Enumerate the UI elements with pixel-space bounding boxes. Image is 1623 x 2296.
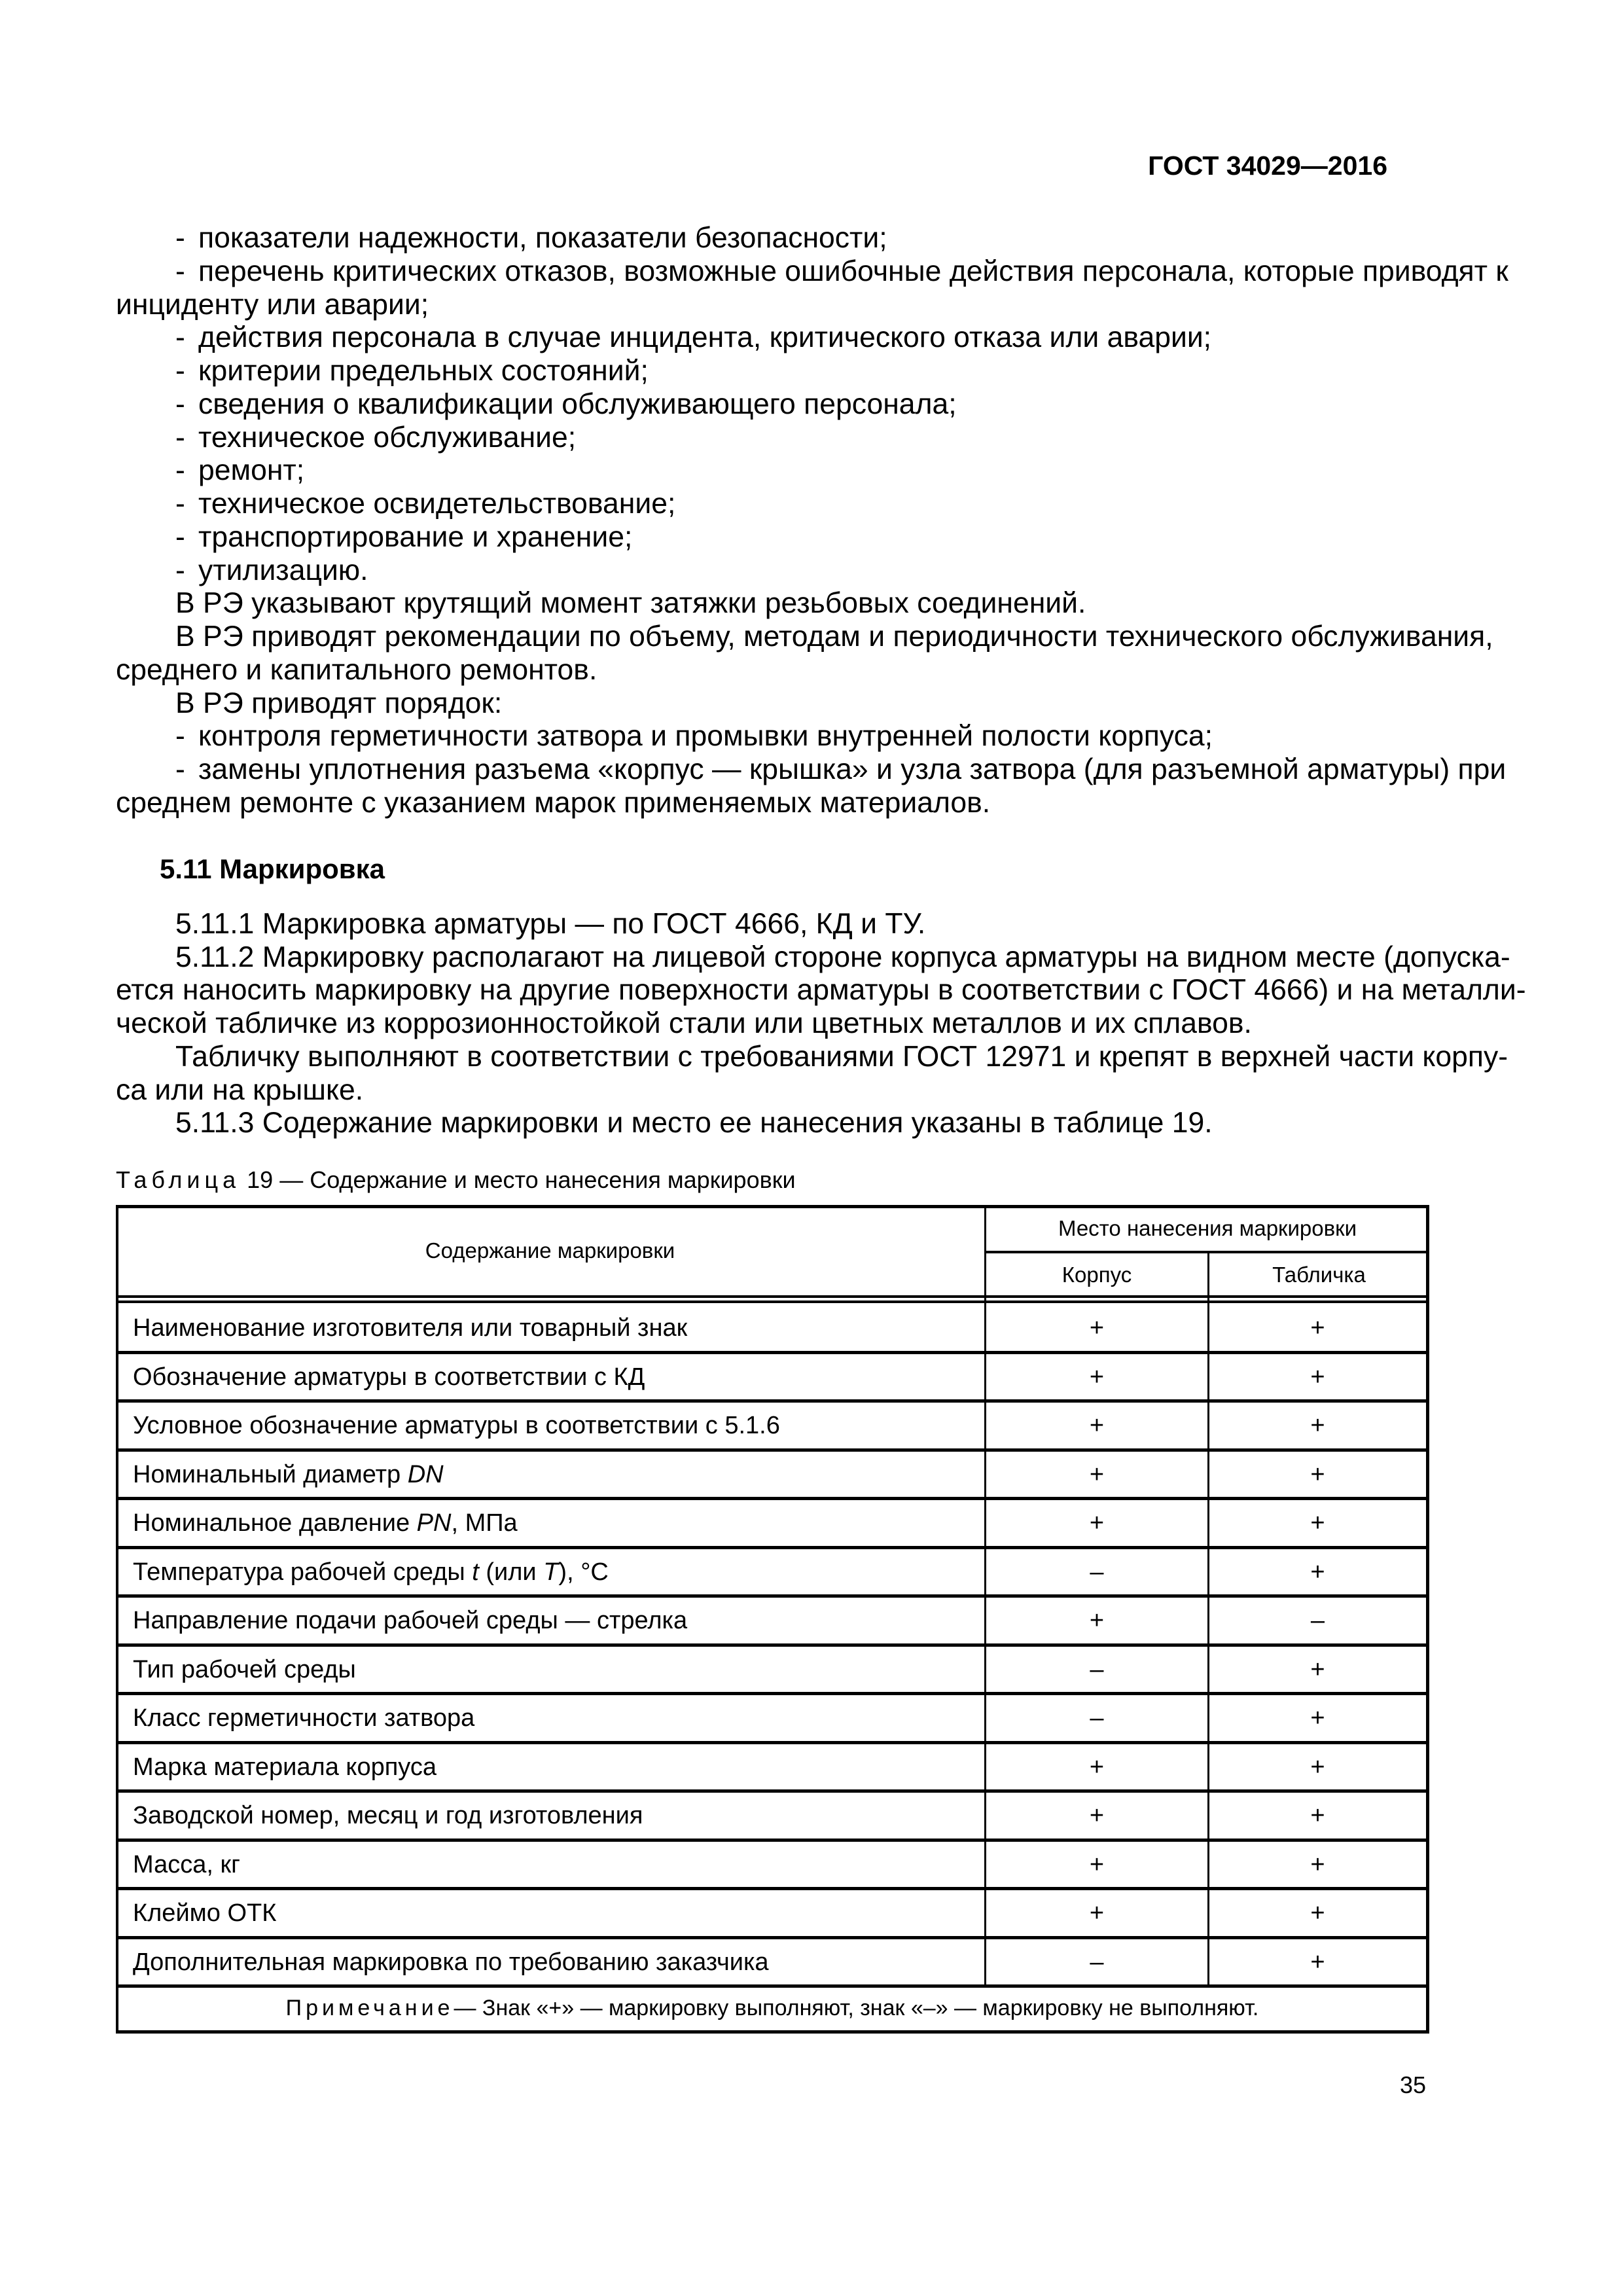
row-plate-mark: + bbox=[1310, 1948, 1325, 1976]
row-plate-mark: + bbox=[1310, 1655, 1325, 1683]
dash-bullet: - bbox=[175, 321, 185, 353]
paragraph-line: 5.11.2 Маркировку располагают на лицевой стороне корпуса арматуры на видном месте (допуска- bbox=[175, 941, 1510, 973]
row-body-mark: + bbox=[1089, 1509, 1105, 1537]
list-item bbox=[175, 255, 1508, 288]
row-content-part: Класс герметичности затвора bbox=[133, 1704, 475, 1732]
row-plate-mark: + bbox=[1310, 1801, 1325, 1829]
row-plate-mark: + bbox=[1310, 1411, 1325, 1439]
list-item-text: критерии предельных состояний; bbox=[198, 355, 649, 387]
header-place-group: Место нанесения маркировки bbox=[1058, 1216, 1357, 1240]
row-content-part: Заводской номер, месяц и год изготовления bbox=[133, 1801, 643, 1829]
row-content-part: Клеймо ОТК bbox=[133, 1899, 277, 1927]
list-item bbox=[175, 753, 1507, 786]
list-item-text: замены уплотнения разъема «корпус — крышка» и узла затвора (для разъемной арматуры) при bbox=[198, 753, 1507, 785]
table-border-right bbox=[1426, 1205, 1429, 2034]
row-body-mark: + bbox=[1089, 1411, 1105, 1439]
row-content bbox=[118, 1498, 984, 1547]
dash-bullet: - bbox=[175, 222, 185, 254]
row-body-mark: + bbox=[1089, 1363, 1105, 1391]
list-item-text: техническое обслуживание; bbox=[198, 422, 577, 454]
header-body: Корпус bbox=[1061, 1263, 1132, 1287]
row-content-part: Номинальное давление bbox=[133, 1509, 417, 1537]
table-caption-title: 19 — Содержание и место нанесения маркировки bbox=[240, 1166, 796, 1193]
row-content-part: ), °С bbox=[558, 1558, 609, 1586]
list-item-text: транспортирование и хранение; bbox=[198, 521, 633, 553]
row-content bbox=[118, 1888, 984, 1937]
paragraph-line: В РЭ приводят рекомендации по объему, методам и периодичности технического обслуживания, bbox=[175, 620, 1493, 653]
row-content-part: Марка материала корпуса bbox=[133, 1753, 437, 1781]
row-content bbox=[118, 1937, 984, 1986]
table-border-bottom bbox=[116, 2030, 1429, 2034]
dash-bullet: - bbox=[175, 753, 185, 785]
row-body-mark: – bbox=[1090, 1704, 1104, 1732]
table-note bbox=[116, 1986, 1429, 2030]
row-plate-mark: + bbox=[1310, 1704, 1325, 1732]
table-caption-label: Таблица bbox=[116, 1166, 241, 1193]
note-label: Примечание bbox=[285, 1996, 454, 2020]
row-plate-mark: + bbox=[1310, 1509, 1325, 1537]
list-item-text: действия персонала в случае инцидента, критического отказа или аварии; bbox=[198, 321, 1212, 353]
row-content bbox=[118, 1352, 984, 1401]
dash-bullet: - bbox=[175, 255, 185, 287]
list-item bbox=[175, 488, 1429, 520]
row-body-mark: + bbox=[1089, 1801, 1105, 1829]
dash-bullet: - bbox=[175, 720, 185, 752]
list-item bbox=[175, 321, 1429, 354]
section-heading: 5.11 Маркировка bbox=[160, 853, 385, 884]
row-body-mark: – bbox=[1090, 1948, 1104, 1976]
list-item bbox=[175, 454, 1429, 487]
paragraph-line: 5.11.3 Содержание маркировки и место ее нанесения указаны в таблице 19. bbox=[175, 1107, 1213, 1139]
row-content-part: Номинальный диаметр bbox=[133, 1460, 408, 1488]
row-plate-mark: + bbox=[1310, 1753, 1325, 1781]
header-plate: Табличка bbox=[1272, 1263, 1366, 1287]
row-plate-mark: – bbox=[1310, 1606, 1325, 1634]
list-item-text: сведения о квалификации обслуживающего персонала; bbox=[198, 388, 957, 420]
list-item-text: показатели надежности, показатели безопасности; bbox=[198, 222, 887, 254]
continuation-line: са или на крышке. bbox=[116, 1074, 364, 1106]
list-item bbox=[175, 521, 1429, 554]
dash-bullet: - bbox=[175, 388, 185, 420]
continuation-line: ческой табличке из коррозионностойкой стали или цветных металлов и их сплавов. bbox=[116, 1007, 1252, 1039]
list-item-text: техническое освидетельствование; bbox=[198, 488, 676, 520]
list-item bbox=[175, 388, 1429, 421]
row-body-mark: + bbox=[1089, 1899, 1105, 1927]
continuation-line: среднего и капитального ремонтов. bbox=[116, 654, 597, 686]
row-content bbox=[118, 1401, 984, 1450]
row-body-mark: + bbox=[1089, 1753, 1105, 1781]
dash-bullet: - bbox=[175, 422, 185, 454]
row-body-mark: – bbox=[1090, 1558, 1104, 1586]
dash-bullet: - bbox=[175, 454, 185, 486]
row-body-mark: + bbox=[1089, 1314, 1105, 1342]
row-plate-mark: + bbox=[1310, 1460, 1325, 1488]
row-content-part: , МПа bbox=[451, 1509, 518, 1537]
list-item-text: утилизацию. bbox=[198, 554, 368, 586]
row-content bbox=[118, 1840, 984, 1889]
paragraph-line: 5.11.1 Маркировка арматуры — по ГОСТ 4666, КД и ТУ. bbox=[175, 908, 926, 940]
row-plate-mark: + bbox=[1310, 1850, 1325, 1878]
continuation-line: среднем ремонте с указанием марок применяемых материалов. bbox=[116, 787, 991, 819]
note-text: — Знак «+» — маркировку выполняют, знак «–» — маркировку не выполняют. bbox=[454, 1996, 1259, 2020]
row-body-mark: + bbox=[1089, 1460, 1105, 1488]
row-plate-mark: + bbox=[1310, 1314, 1325, 1342]
row-content-part: Обозначение арматуры в соответствии с КД bbox=[133, 1363, 645, 1391]
row-content-part: T bbox=[543, 1558, 559, 1586]
dash-bullet: - bbox=[175, 521, 185, 553]
row-content-part: Тип рабочей среды bbox=[133, 1655, 356, 1683]
paragraph-line: В РЭ приводят порядок: bbox=[175, 687, 503, 719]
row-content-part: t bbox=[472, 1558, 479, 1586]
row-content bbox=[118, 1450, 984, 1499]
row-plate-mark: + bbox=[1310, 1899, 1325, 1927]
row-body-mark: + bbox=[1089, 1606, 1105, 1634]
list-item bbox=[175, 222, 1429, 255]
row-content bbox=[118, 1645, 984, 1694]
row-content bbox=[118, 1547, 984, 1596]
paragraph-line: Табличку выполняют в соответствии с требованиями ГОСТ 12971 и крепят в верхней части корпу- bbox=[175, 1041, 1508, 1073]
header-content: Содержание маркировки bbox=[425, 1238, 675, 1263]
list-item-text: перечень критических отказов, возможные ошибочные действия персонала, которые приводят к bbox=[198, 255, 1508, 287]
row-content-part: Температура рабочей среды bbox=[133, 1558, 473, 1586]
row-plate-mark: + bbox=[1310, 1363, 1325, 1391]
row-content-part: Условное обозначение арматуры в соответствии с 5.1.6 bbox=[133, 1411, 780, 1439]
marking-table bbox=[116, 1205, 1429, 2033]
row-content-part: Наименование изготовителя или товарный знак bbox=[133, 1314, 688, 1342]
continuation-line: инциденту или аварии; bbox=[116, 289, 429, 321]
row-body-mark: + bbox=[1089, 1850, 1105, 1878]
row-content-part: DN bbox=[407, 1460, 444, 1488]
dash-bullet: - bbox=[175, 488, 185, 520]
row-content-part: PN bbox=[416, 1509, 452, 1537]
row-content bbox=[118, 1693, 984, 1742]
dash-bullet: - bbox=[175, 355, 185, 387]
row-plate-mark: + bbox=[1310, 1558, 1325, 1586]
table-caption bbox=[116, 1167, 796, 1193]
row-content bbox=[118, 1596, 984, 1645]
row-content-part: Дополнительная маркировка по требованию заказчика bbox=[133, 1948, 769, 1976]
row-content bbox=[118, 1303, 984, 1352]
row-body-mark: – bbox=[1090, 1655, 1104, 1683]
row-content-part: (или bbox=[478, 1558, 544, 1586]
list-item bbox=[175, 554, 1429, 587]
list-item bbox=[175, 720, 1429, 753]
continuation-line: ется наносить маркировку на другие поверхности арматуры в соответствии с ГОСТ 4666) и на металли- bbox=[116, 974, 1526, 1006]
paragraph-line: В РЭ указывают крутящий момент затяжки резьбовых соединений. bbox=[175, 587, 1086, 619]
dash-bullet: - bbox=[175, 554, 185, 586]
row-content bbox=[118, 1742, 984, 1791]
list-item bbox=[175, 422, 1429, 454]
document-designation: ГОСТ 34029—2016 bbox=[1148, 151, 1387, 181]
page-number: 35 bbox=[1399, 2072, 1426, 2098]
list-item-text: ремонт; bbox=[198, 454, 305, 486]
row-content bbox=[118, 1791, 984, 1840]
list-item-text: контроля герметичности затвора и промывки внутренней полости корпуса; bbox=[198, 720, 1213, 752]
row-content-part: Масса, кг bbox=[133, 1850, 240, 1878]
row-content-part: Направление подачи рабочей среды — стрелка bbox=[133, 1606, 688, 1634]
list-item bbox=[175, 355, 1429, 387]
